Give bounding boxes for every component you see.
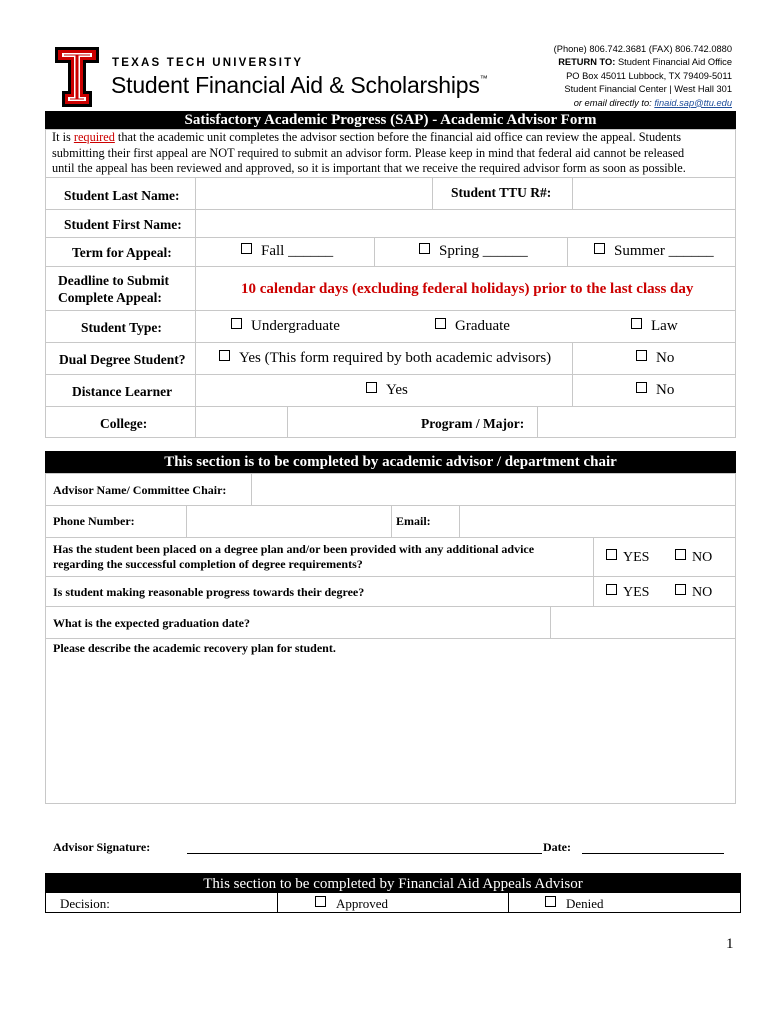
address-line-2: Student Financial Center | West Hall 301	[564, 84, 732, 95]
advisor-section-title: This section is to be completed by academic advisor / department chair	[164, 454, 617, 470]
email-line	[554, 97, 732, 110]
checkbox-icon[interactable]	[315, 896, 326, 907]
program-field[interactable]	[539, 408, 734, 436]
return-to-label: RETURN TO:	[558, 57, 616, 68]
checkbox-icon[interactable]	[606, 549, 617, 560]
row-divider	[45, 374, 736, 375]
row-divider	[45, 537, 736, 538]
phone-field[interactable]	[188, 507, 389, 535]
checkbox-icon[interactable]	[631, 318, 642, 329]
row-divider	[45, 606, 736, 607]
col-divider	[195, 177, 196, 438]
intro-text	[52, 130, 742, 177]
col-divider	[374, 237, 375, 266]
term-option-label: Spring ______	[439, 243, 528, 259]
deadline-label	[58, 272, 169, 306]
ttu-logo	[54, 46, 100, 108]
college-field[interactable]	[197, 408, 285, 436]
phone-fax-line: (Phone) 806.742.3681 (FAX) 806.742.0880	[553, 44, 732, 54]
intro-line-2: submitting their first appeal are NOT required to submit an advisor form. Please keep in mind that federal aid cannot be released	[52, 145, 685, 160]
date-line[interactable]	[582, 852, 724, 854]
dual-degree-label: Dual Degree Student?	[59, 352, 186, 367]
contact-block	[554, 43, 732, 110]
no-label: NO	[692, 585, 713, 600]
office-name	[111, 72, 488, 99]
decision-label: Decision:	[60, 896, 110, 911]
checkbox-icon[interactable]	[675, 549, 686, 560]
intro-pre: It is	[52, 130, 74, 144]
dual-no-label: No	[656, 350, 675, 366]
trademark: ™	[479, 74, 488, 83]
checkbox-icon[interactable]	[219, 350, 230, 361]
fin-aid-section-bar	[45, 873, 741, 893]
row-divider	[45, 310, 736, 311]
col-divider	[550, 606, 551, 638]
row-divider	[45, 342, 736, 343]
degree-plan-question	[53, 542, 534, 572]
intro-line-3: until the appeal has been reviewed and approved, so it is important that we receive the required advisor form as soon as possible.	[52, 161, 686, 176]
program-label: Program / Major:	[421, 416, 525, 431]
row-divider	[45, 266, 736, 267]
term-option-label: Fall ______	[261, 243, 334, 259]
distance-no-label: No	[656, 382, 675, 398]
decision-approved[interactable]	[315, 896, 388, 912]
col-divider	[567, 237, 568, 266]
email-link[interactable]: finaid.sap@ttu.edu	[654, 97, 732, 108]
row-divider	[45, 406, 736, 407]
recovery-plan-label: Please describe the academic recovery plan for student.	[53, 641, 336, 655]
term-option-summer[interactable]	[594, 243, 714, 260]
checkbox-icon[interactable]	[636, 382, 647, 393]
checkbox-icon[interactable]	[231, 318, 242, 329]
advisor-name-field[interactable]	[253, 475, 734, 503]
last-name-label: Student Last Name:	[64, 188, 180, 203]
student-type-label: Student Type:	[81, 320, 162, 335]
progress-yes[interactable]	[606, 584, 649, 601]
col-divider	[593, 537, 594, 606]
distance-learner-yes[interactable]	[366, 382, 408, 399]
type-option-label: Undergraduate	[251, 318, 340, 334]
distance-learner-label: Distance Learner	[72, 384, 173, 399]
type-option-label: Graduate	[455, 318, 510, 334]
checkbox-icon[interactable]	[606, 584, 617, 595]
office-name-text: Student Financial Aid & Scholarships	[111, 72, 480, 98]
first-name-field[interactable]	[197, 211, 734, 235]
checkbox-icon[interactable]	[594, 243, 605, 254]
progress-no[interactable]	[675, 584, 712, 601]
col-divider	[287, 406, 288, 438]
row-divider	[45, 209, 736, 210]
dual-yes-label: Yes (This form required by both academic advisors)	[239, 350, 552, 366]
phone-label: Phone Number:	[53, 514, 135, 528]
degree-plan-question-line-2: regarding the successful completion of degree requirements?	[53, 557, 363, 571]
distance-yes-label: Yes	[386, 382, 408, 398]
dual-degree-yes[interactable]	[219, 350, 551, 367]
term-label: Term for Appeal:	[72, 245, 172, 260]
graduation-date-label: What is the expected graduation date?	[53, 616, 250, 630]
decision-row	[45, 892, 741, 913]
checkbox-icon[interactable]	[636, 350, 647, 361]
decision-denied[interactable]	[545, 896, 604, 912]
college-label: College:	[100, 416, 148, 431]
recovery-plan-field[interactable]	[47, 658, 734, 802]
col-divider	[572, 342, 573, 406]
double-t-logo-icon	[54, 46, 100, 108]
checkbox-icon[interactable]	[545, 896, 556, 907]
col-divider	[537, 406, 538, 438]
deadline-text: 10 calendar days (excluding federal holidays) prior to the last class day	[241, 281, 694, 297]
col-divider	[459, 505, 460, 537]
type-option-graduate[interactable]	[435, 318, 510, 335]
term-option-fall[interactable]	[241, 243, 333, 260]
col-divider	[277, 892, 278, 913]
advisor-section-bar	[45, 451, 736, 474]
no-label: NO	[692, 550, 713, 565]
checkbox-icon[interactable]	[366, 382, 377, 393]
yes-label: YES	[623, 550, 650, 565]
date-label: Date:	[543, 840, 571, 854]
page-number: 1	[726, 936, 734, 952]
col-divider	[186, 505, 187, 537]
row-divider	[45, 237, 736, 238]
col-divider	[572, 177, 573, 209]
return-to-line	[554, 56, 732, 69]
advisor-signature-label: Advisor Signature:	[53, 840, 151, 854]
row-divider	[45, 576, 736, 577]
intro-line-1-rest: that the academic unit completes the advisor section before the financial aid office can review the appeal. Students	[114, 130, 682, 144]
form-title-bar	[45, 111, 736, 130]
checkbox-icon[interactable]	[435, 318, 446, 329]
first-name-label: Student First Name:	[64, 217, 182, 232]
row-divider	[45, 638, 736, 639]
email-prefix: or email directly to:	[573, 97, 652, 108]
checkbox-icon[interactable]	[241, 243, 252, 254]
intro-line-1	[52, 130, 742, 146]
advisor-name-label: Advisor Name/ Committee Chair:	[53, 483, 227, 497]
email-field[interactable]	[461, 507, 734, 535]
degree-plan-no[interactable]	[675, 549, 712, 566]
university-name: TEXAS TECH UNIVERSITY	[112, 57, 304, 69]
degree-plan-yes[interactable]	[606, 549, 649, 566]
ttu-rnumber-label: Student TTU R#:	[451, 185, 552, 200]
return-to-value: Student Financial Aid Office	[617, 57, 732, 68]
checkbox-icon[interactable]	[675, 584, 686, 595]
checkbox-icon[interactable]	[419, 243, 430, 254]
last-name-field[interactable]	[197, 179, 430, 207]
col-divider	[508, 892, 509, 913]
col-divider	[391, 505, 392, 537]
graduation-date-field[interactable]	[552, 608, 734, 636]
deadline-label-line-1: Deadline to Submit	[58, 273, 170, 288]
denied-label: Denied	[566, 896, 604, 911]
dual-degree-no[interactable]	[636, 350, 674, 367]
term-option-label: Summer ______	[614, 243, 714, 259]
distance-learner-no[interactable]	[636, 382, 674, 399]
address-line-1: PO Box 45011 Lubbock, TX 79409-5011	[566, 70, 732, 81]
col-divider	[251, 473, 252, 505]
advisor-signature-line[interactable]	[187, 852, 542, 854]
required-word: required	[73, 130, 115, 144]
type-option-undergraduate[interactable]	[231, 318, 340, 335]
progress-question: Is student making reasonable progress towards their degree?	[53, 585, 365, 599]
form-title: Satisfactory Academic Progress (SAP) - Academic Advisor Form	[184, 112, 597, 128]
fin-aid-section-title: This section to be completed by Financial Aid Appeals Advisor	[203, 876, 583, 892]
deadline-label-line-2: Complete Appeal:	[58, 290, 162, 305]
degree-plan-question-line-1: Has the student been placed on a degree plan and/or been provided with any additional advice	[53, 542, 535, 556]
ttu-rnumber-field[interactable]	[574, 179, 734, 207]
type-option-law[interactable]	[631, 318, 678, 335]
col-divider	[432, 177, 433, 209]
yes-label: YES	[623, 585, 650, 600]
email-label: Email:	[396, 514, 431, 528]
approved-label: Approved	[336, 896, 388, 911]
term-option-spring[interactable]	[419, 243, 528, 260]
type-option-label: Law	[651, 318, 678, 334]
